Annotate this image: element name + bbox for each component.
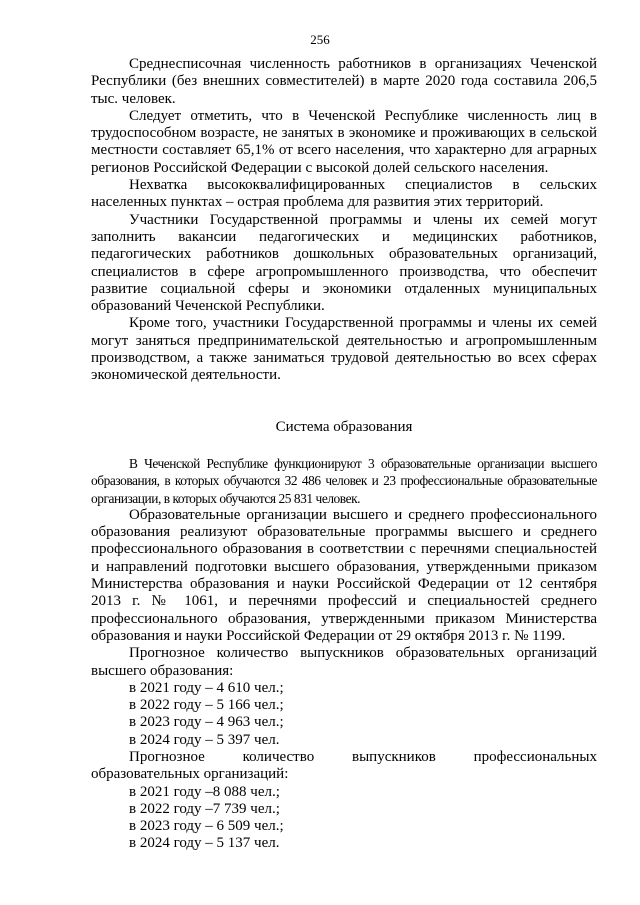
list-item: в 2022 году – 5 166 чел.; bbox=[129, 697, 284, 714]
paragraph-education-programs: Образовательные организации высшего и среднего профессионального образования реализуют образовательные программы высшего и среднего профессионального образования в соответствии с перечнями специальностей и направлений подготовки высшего образования, утвержденными приказом Министерства образования и науки Российской Федерации от 12 сентября 2013 г. № 1061, и перечнями профессий и специальностей среднего профессионального образования, утвержденными приказом Министерства образования и науки Российской Федерации от 29 октября 2013 г. № 1199. bbox=[91, 506, 597, 644]
page-number: 256 bbox=[310, 32, 330, 47]
list-item: в 2023 году – 6 509 чел.; bbox=[129, 818, 284, 835]
paragraph-specialist-shortage: Нехватка высококвалифицированных специалистов в сельских населенных пунктах – острая проблема для развития этих территорий. bbox=[91, 177, 597, 211]
paragraph-education-organizations-count: В Чеченской Республике функционируют 3 образовательные организации высшего образования, в которых обучаются 32 486 человек и 23 профессиональные образовательные организации, в которых обучаются 25 831 человек. bbox=[91, 455, 597, 506]
paragraph-entrepreneurship: Кроме того, участники Государственной программы и члены их семей могут заняться предпринимательской деятельностью и агропромышленным производством, а также заниматься трудовой деятельностью во всех сферах экономической деятельности. bbox=[91, 315, 597, 384]
section-heading-education: Система образования bbox=[275, 418, 413, 435]
list-item: в 2021 году – 4 610 чел.; bbox=[129, 679, 284, 696]
paragraph-higher-ed-forecast-intro: Прогнозное количество выпускников образовательных организаций высшего образования: bbox=[91, 645, 597, 679]
list-item: в 2023 году – 4 963 чел.; bbox=[129, 714, 284, 731]
page-content bbox=[91, 56, 597, 853]
list-item: в 2022 году –7 739 чел.; bbox=[129, 800, 280, 817]
list-item: в 2024 году – 5 137 чел. bbox=[129, 835, 280, 852]
list-item: в 2024 году – 5 397 чел. bbox=[129, 731, 280, 748]
list-item: в 2021 году –8 088 чел.; bbox=[129, 783, 280, 800]
paragraph-prof-ed-forecast-intro: Прогнозное количество выпускников профессиональных образовательных организаций: bbox=[91, 748, 597, 783]
higher-ed-forecast-list bbox=[91, 680, 597, 749]
paragraph-program-vacancies: Участники Государственной программы и члены их семей могут заполнить вакансии педагогических и медицинских работников, педагогических работников дошкольных образовательных организаций, специалистов в сфере агропромышленного производства, что обеспечит развитие социальной сферы и экономики отдаленных муниципальных образований Чеченской Республики. bbox=[91, 211, 597, 315]
prof-ed-forecast-list bbox=[91, 784, 597, 853]
paragraph-average-employment: Среднесписочная численность работников в организациях Чеченской Республики (без внешних совместителей) в марте 2020 года составила 206,5 тыс. человек. bbox=[91, 56, 597, 107]
paragraph-working-age-rural: Следует отметить, что в Чеченской Республике численность лиц в трудоспособном возрасте, не занятых в экономике и проживающих в сельской местности составляет 65,1% от всего населения, что характерно для аграрных регионов Российской Федерации с высокой долей сельского населения. bbox=[91, 107, 597, 176]
